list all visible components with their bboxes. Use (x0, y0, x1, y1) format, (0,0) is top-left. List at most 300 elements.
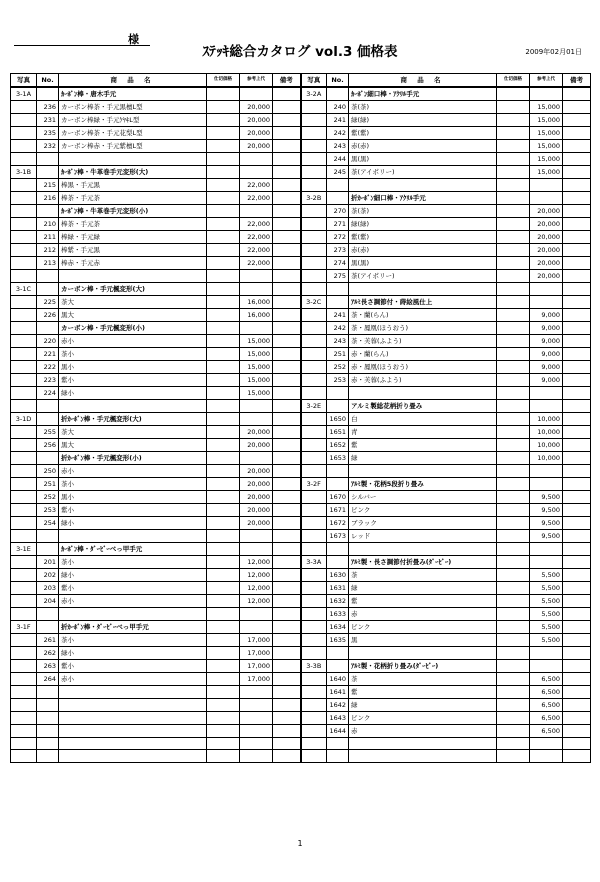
cost-price-right (497, 621, 530, 634)
retail-price-left: 16,000 (240, 309, 273, 322)
retail-price-left (240, 413, 273, 426)
note-left (273, 348, 301, 361)
retail-price-left: 15,000 (240, 374, 273, 387)
retail-price-right: 6,500 (530, 699, 563, 712)
item-number-right (327, 283, 349, 296)
retail-price-left (240, 283, 273, 296)
item-number-left: 202 (37, 569, 59, 582)
note-left (273, 413, 301, 426)
product-name-right (349, 647, 497, 660)
note-left (273, 647, 301, 660)
cost-price-left (207, 296, 240, 309)
table-row (11, 543, 591, 556)
table-row (11, 270, 591, 283)
item-number-right: 1632 (327, 595, 349, 608)
product-name-right: 茶(アイボリー) (349, 166, 497, 179)
table-row (11, 218, 591, 231)
photo-code-left (11, 101, 37, 114)
product-name-right: レッド (349, 530, 497, 543)
cost-price-right (497, 140, 530, 153)
product-name-right: 茶・鳳凰(ほうおう) (349, 322, 497, 335)
product-name-left (59, 400, 207, 413)
note-left (273, 478, 301, 491)
note-left (273, 673, 301, 686)
note-left (273, 179, 301, 192)
photo-code-left (11, 426, 37, 439)
product-name-left: 茶大 (59, 426, 207, 439)
table-row (11, 595, 591, 608)
cost-price-right (497, 101, 530, 114)
table-row (11, 738, 591, 750)
cost-price-right (497, 686, 530, 699)
item-number-right: 1673 (327, 530, 349, 543)
item-number-right (327, 750, 349, 762)
table-row (11, 114, 591, 127)
retail-price-left (240, 750, 273, 762)
product-name-left: 茶小 (59, 634, 207, 647)
cost-price-left (207, 322, 240, 335)
photo-code-left (11, 517, 37, 530)
table-row (11, 530, 591, 543)
photo-code-right (301, 608, 327, 621)
retail-price-right (530, 738, 563, 750)
retail-price-right: 9,000 (530, 335, 563, 348)
photo-code-right (301, 101, 327, 114)
product-name-left: 紫小 (59, 504, 207, 517)
table-row (11, 244, 591, 257)
photo-code-left (11, 478, 37, 491)
item-number-right (327, 400, 349, 413)
product-name-right (349, 543, 497, 556)
product-name-right: 白 (349, 413, 497, 426)
item-number-right: 1642 (327, 699, 349, 712)
product-name-right: 緑 (349, 582, 497, 595)
photo-code-right (301, 153, 327, 166)
note-left (273, 270, 301, 283)
product-name-left (59, 608, 207, 621)
item-number-left (37, 621, 59, 634)
retail-price-right: 5,500 (530, 608, 563, 621)
retail-price-right (530, 543, 563, 556)
photo-code-right (301, 348, 327, 361)
note-right (563, 87, 591, 101)
product-name-left: 棒紫・手元黒 (59, 244, 207, 257)
cost-price-right (497, 725, 530, 738)
table-row (11, 192, 591, 205)
product-name-left: 折ｶｰﾎﾞﾝ棒・手元楓変形(小) (59, 452, 207, 465)
note-right (563, 101, 591, 114)
product-name-right: 黒(黒) (349, 153, 497, 166)
photo-code-right: 3-2B (301, 192, 327, 205)
note-right (563, 582, 591, 595)
table-row (11, 361, 591, 374)
note-right (563, 543, 591, 556)
product-name-left: ｶｰﾎﾞﾝ棒・牛革巻手元変形(大) (59, 166, 207, 179)
photo-code-left: 3-1F (11, 621, 37, 634)
note-right (563, 478, 591, 491)
note-right (563, 218, 591, 231)
retail-price-right: 15,000 (530, 153, 563, 166)
cost-price-right (497, 426, 530, 439)
retail-price-left (240, 543, 273, 556)
item-number-left (37, 205, 59, 218)
item-number-right (327, 660, 349, 673)
product-name-left: ｶｰﾎﾞﾝ棒・ﾀﾞｰﾋﾞｰべっ甲手元 (59, 543, 207, 556)
note-right (563, 595, 591, 608)
cost-price-right (497, 660, 530, 673)
product-name-right: 赤・蘭(らん) (349, 348, 497, 361)
retail-price-left (240, 322, 273, 335)
item-number-right (327, 647, 349, 660)
cost-price-left (207, 244, 240, 257)
cost-price-right (497, 283, 530, 296)
product-name-right: ｱﾙﾐ製・花柄折り畳み(ﾀﾞｰﾋﾞｰ) (349, 660, 497, 673)
retail-price-right: 9,000 (530, 374, 563, 387)
item-number-right: 1641 (327, 686, 349, 699)
product-name-left: 緑小 (59, 647, 207, 660)
retail-price-right: 5,500 (530, 621, 563, 634)
product-name-right: 緑 (349, 452, 497, 465)
product-name-left: 茶小 (59, 478, 207, 491)
item-number-right (327, 387, 349, 400)
retail-price-left: 20,000 (240, 101, 273, 114)
product-name-right: 青 (349, 426, 497, 439)
photo-code-left (11, 439, 37, 452)
table-row (11, 725, 591, 738)
item-number-left (37, 270, 59, 283)
cost-price-right (497, 87, 530, 101)
photo-code-left (11, 699, 37, 712)
item-number-left (37, 738, 59, 750)
table-row (11, 569, 591, 582)
photo-code-left (11, 244, 37, 257)
note-right (563, 725, 591, 738)
item-number-left (37, 87, 59, 101)
product-name-left: 折ｶｰﾎﾞﾝ棒・手元楓変形(大) (59, 413, 207, 426)
product-name-left: 折ｶｰﾎﾞﾝ棒・ﾀﾞｰﾋﾞｰべっ甲手元 (59, 621, 207, 634)
retail-price-left: 20,000 (240, 127, 273, 140)
note-left (273, 205, 301, 218)
photo-code-left (11, 465, 37, 478)
retail-price-left (240, 530, 273, 543)
photo-code-left (11, 309, 37, 322)
item-number-left: 215 (37, 179, 59, 192)
retail-price-left (240, 153, 273, 166)
retail-price-right: 9,500 (530, 530, 563, 543)
retail-price-right: 15,000 (530, 127, 563, 140)
retail-price-left: 22,000 (240, 192, 273, 205)
product-name-right: ｱﾙﾐ長さ調節付・蒔絵風仕上 (349, 296, 497, 309)
retail-price-left (240, 686, 273, 699)
note-left (273, 296, 301, 309)
retail-price-right: 5,500 (530, 582, 563, 595)
item-number-right (327, 87, 349, 101)
header-retail-left: 参考上代 (240, 74, 273, 88)
photo-code-right (301, 270, 327, 283)
item-number-left: 224 (37, 387, 59, 400)
item-number-left (37, 543, 59, 556)
cost-price-left (207, 413, 240, 426)
product-name-right: 茶(茶) (349, 101, 497, 114)
photo-code-right (301, 413, 327, 426)
table-row (11, 439, 591, 452)
photo-code-left (11, 556, 37, 569)
note-right (563, 738, 591, 750)
note-right (563, 530, 591, 543)
item-number-left: 225 (37, 296, 59, 309)
price-table (10, 73, 591, 763)
photo-code-right: 3-3B (301, 660, 327, 673)
cost-price-right (497, 595, 530, 608)
table-row (11, 309, 591, 322)
note-left (273, 582, 301, 595)
cost-price-right (497, 335, 530, 348)
photo-code-left: 3-1E (11, 543, 37, 556)
photo-code-right (301, 530, 327, 543)
note-left (273, 400, 301, 413)
photo-code-left (11, 647, 37, 660)
note-right (563, 517, 591, 530)
retail-price-right (530, 87, 563, 101)
header-photo-right: 写真 (301, 74, 327, 88)
product-name-right (349, 750, 497, 762)
photo-code-left (11, 153, 37, 166)
photo-code-right (301, 634, 327, 647)
note-left (273, 504, 301, 517)
retail-price-right (530, 400, 563, 413)
item-number-right: 241 (327, 114, 349, 127)
cost-price-right (497, 491, 530, 504)
cost-price-left (207, 270, 240, 283)
item-number-left: 232 (37, 140, 59, 153)
table-row (11, 101, 591, 114)
product-name-left: 赤小 (59, 595, 207, 608)
product-name-left: カーボン棒・手元楓変形(大) (59, 283, 207, 296)
product-name-left: 赤小 (59, 673, 207, 686)
product-name-left (59, 699, 207, 712)
item-number-left (37, 725, 59, 738)
note-left (273, 699, 301, 712)
cost-price-right (497, 400, 530, 413)
cost-price-left (207, 608, 240, 621)
item-number-left: 250 (37, 465, 59, 478)
retail-price-left (240, 166, 273, 179)
table-row (11, 374, 591, 387)
photo-code-right (301, 582, 327, 595)
table-row (11, 686, 591, 699)
item-number-left (37, 283, 59, 296)
item-number-right: 240 (327, 101, 349, 114)
photo-code-right (301, 283, 327, 296)
item-number-right: 272 (327, 231, 349, 244)
item-number-left: 263 (37, 660, 59, 673)
note-left (273, 153, 301, 166)
table-row (11, 296, 591, 309)
item-number-right (327, 179, 349, 192)
cost-price-right (497, 712, 530, 725)
item-number-right: 1672 (327, 517, 349, 530)
product-name-right: ｱﾙﾐ製・長さ調節付折畳み(ﾀﾞｰﾋﾞｰ) (349, 556, 497, 569)
retail-price-right: 15,000 (530, 101, 563, 114)
note-right (563, 712, 591, 725)
item-number-right: 1634 (327, 621, 349, 634)
photo-code-right (301, 621, 327, 634)
note-left (273, 244, 301, 257)
cost-price-right (497, 192, 530, 205)
cost-price-left (207, 621, 240, 634)
note-right (563, 439, 591, 452)
product-name-right: 赤(赤) (349, 140, 497, 153)
cost-price-left (207, 192, 240, 205)
retail-price-left: 20,000 (240, 491, 273, 504)
table-row (11, 699, 591, 712)
item-number-right: 253 (327, 374, 349, 387)
photo-code-right (301, 335, 327, 348)
item-number-left: 264 (37, 673, 59, 686)
note-right (563, 452, 591, 465)
retail-price-left (240, 712, 273, 725)
table-row (11, 478, 591, 491)
table-row (11, 413, 591, 426)
cost-price-left (207, 439, 240, 452)
cost-price-right (497, 309, 530, 322)
product-name-left (59, 712, 207, 725)
item-number-right: 1643 (327, 712, 349, 725)
photo-code-left (11, 712, 37, 725)
photo-code-right (301, 361, 327, 374)
item-number-left: 231 (37, 114, 59, 127)
note-right (563, 179, 591, 192)
cost-price-right (497, 543, 530, 556)
cost-price-left (207, 361, 240, 374)
product-name-right: 赤(赤) (349, 244, 497, 257)
product-name-right: 紫 (349, 595, 497, 608)
note-right (563, 387, 591, 400)
photo-code-right (301, 439, 327, 452)
retail-price-left: 20,000 (240, 517, 273, 530)
item-number-left: 211 (37, 231, 59, 244)
retail-price-left: 15,000 (240, 361, 273, 374)
cost-price-left (207, 114, 240, 127)
item-number-right (327, 192, 349, 205)
item-number-right: 1651 (327, 426, 349, 439)
photo-code-left (11, 114, 37, 127)
item-number-left: 235 (37, 127, 59, 140)
cost-price-right (497, 127, 530, 140)
cost-price-left (207, 504, 240, 517)
item-number-right: 274 (327, 257, 349, 270)
photo-code-right (301, 750, 327, 762)
photo-code-left (11, 270, 37, 283)
header-cost-left: 仕切価格 (207, 74, 240, 88)
product-name-right: 茶・芙蓉(ふよう) (349, 335, 497, 348)
table-row (11, 387, 591, 400)
retail-price-left: 17,000 (240, 673, 273, 686)
item-number-right: 245 (327, 166, 349, 179)
photo-code-left (11, 738, 37, 750)
photo-code-left (11, 686, 37, 699)
cost-price-left (207, 530, 240, 543)
photo-code-left (11, 452, 37, 465)
item-number-right: 1644 (327, 725, 349, 738)
note-left (273, 543, 301, 556)
photo-code-left (11, 504, 37, 517)
product-name-left (59, 153, 207, 166)
note-left (273, 621, 301, 634)
photo-code-right: 3-3A (301, 556, 327, 569)
retail-price-right (530, 387, 563, 400)
retail-price-right: 9,500 (530, 517, 563, 530)
product-name-right: ｶｰﾎﾞﾝ細口棒・ｱｸﾘﾙ手元 (349, 87, 497, 101)
photo-code-left: 3-1C (11, 283, 37, 296)
photo-code-right (301, 166, 327, 179)
note-right (563, 296, 591, 309)
retail-price-left: 12,000 (240, 556, 273, 569)
product-name-left (59, 725, 207, 738)
header-note-right: 備考 (563, 74, 591, 88)
cost-price-left (207, 179, 240, 192)
product-name-left (59, 686, 207, 699)
item-number-left: 216 (37, 192, 59, 205)
note-left (273, 686, 301, 699)
retail-price-right: 20,000 (530, 205, 563, 218)
retail-price-left: 20,000 (240, 114, 273, 127)
table-row (11, 621, 591, 634)
note-left (273, 218, 301, 231)
photo-code-right (301, 114, 327, 127)
item-number-left: 212 (37, 244, 59, 257)
cost-price-right (497, 166, 530, 179)
item-number-right: 1630 (327, 569, 349, 582)
table-row (11, 179, 591, 192)
product-name-left: 棒緑・手元緑 (59, 231, 207, 244)
cost-price-left (207, 686, 240, 699)
retail-price-right: 9,000 (530, 361, 563, 374)
item-number-right: 1650 (327, 413, 349, 426)
table-row (11, 712, 591, 725)
table-row (11, 673, 591, 686)
photo-code-right (301, 517, 327, 530)
item-number-left (37, 608, 59, 621)
retail-price-right (530, 647, 563, 660)
retail-price-left (240, 608, 273, 621)
retail-price-left: 22,000 (240, 257, 273, 270)
product-name-right: 紫(紫) (349, 231, 497, 244)
table-row (11, 231, 591, 244)
retail-price-left: 15,000 (240, 348, 273, 361)
item-number-left (37, 153, 59, 166)
item-number-right: 1635 (327, 634, 349, 647)
note-right (563, 153, 591, 166)
photo-code-left (11, 205, 37, 218)
item-number-left: 236 (37, 101, 59, 114)
note-right (563, 673, 591, 686)
header-no-left: No. (37, 74, 59, 88)
product-name-right: 紫(紫) (349, 127, 497, 140)
product-name-left: 紫小 (59, 660, 207, 673)
note-right (563, 608, 591, 621)
cost-price-left (207, 725, 240, 738)
note-left (273, 309, 301, 322)
table-row (11, 491, 591, 504)
item-number-left: 253 (37, 504, 59, 517)
product-name-right: シルバー (349, 491, 497, 504)
item-number-right: 241 (327, 309, 349, 322)
photo-code-left (11, 348, 37, 361)
note-left (273, 569, 301, 582)
product-name-right: 黒 (349, 634, 497, 647)
retail-price-right: 5,500 (530, 634, 563, 647)
